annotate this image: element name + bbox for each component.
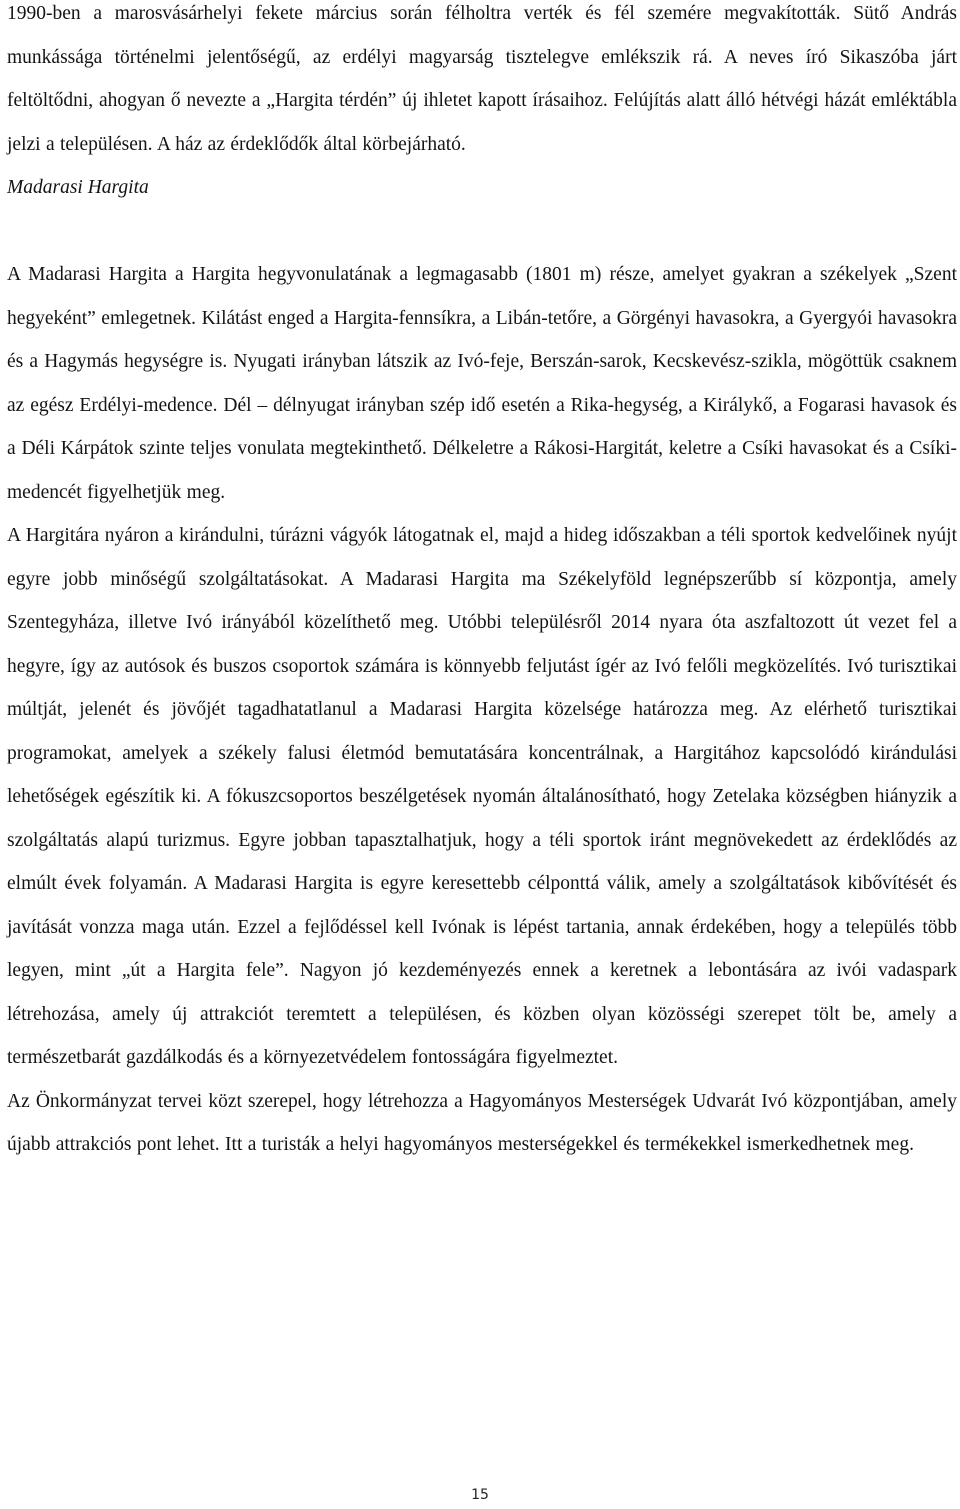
section-paragraph-tourism: A Hargitára nyáron a kirándulni, túrázni vágyók látogatnak el, majd a hideg időszakban a téli sportok kedvelőinek nyújt egyre jobb minőségű szolgáltatásokat. A Madarasi Hargita ma Székelyföld legnépszerűbb sí központja, amely Szentegyháza, illetve Ivó irányából közelíthető meg. Utóbbi településről 2014 nyara óta aszfaltozott út vezet fel a hegyre, így az autósok és buszos csoportok számára is könnyebb feljutást ígér az Ivó felőli megközelítés. Ivó turisztikai múltját, jelenét és jövőjét tagadhatatlanul a Madarasi Hargita közelsége határozza meg. Az elérhető turisztikai programokat, amelyek a székely falusi életmód bemutatására koncentrálnak, a Hargitához kapcsolódó kirándulási lehetőségek egészítik ki. A fókuszcsoportos beszélgetések nyomán általánosítható, hogy Zetelaka községben hiányzik a szolgáltatás alapú turizmus. Egyre jobban tapasztalhatjuk, hogy a téli sportok iránt megnövekedett az érdeklődés az elmúlt évek folyamán. A Madarasi Hargita is egyre keresettebb célponttá válik, amely a szolgáltatások kibővítését és javítását vonzza maga után. Ezzel a fejlődéssel kell Ivónak is lépést tartania, annak érdekében, hogy a település több legyen, mint „út a Hargita fele”. Nagyon jó kezdeményezés ennek a keretnek a lebontására az ivói vadaspark létrehozása, amely új attrakciót teremtett a településen, és közben olyan közösségi szerepet tölt be, amely a természetbarát gazdálkodás és a környezetvédelem fontosságára figyelmeztet. <box>7 525 957 1068</box>
section-heading: Madarasi Hargita <box>7 177 149 198</box>
section-paragraph-plans: Az Önkormányzat tervei közt szerepel, hogy létrehozza a Hagyományos Mesterségek Udvarát Ivó központjában, amely újabb attrakciós pont lehet. Itt a turisták a helyi hagyományos mesterségekkel és termékekkel ismerkedhetnek meg. <box>7 1090 957 1155</box>
page-number: 15 <box>471 1487 489 1503</box>
intro-paragraph: 1990-ben a marosvásárhelyi fekete március során félholtra verték és fél szemére megvakították. Sütő András munkássága történelmi jelentőségű, az erdélyi magyarság tisztelegve emlékszik rá. A neves író Sikaszóba járt feltöltődni, ahogyan ő nevezte a „Hargita térdén” új ihletet kapott írásaihoz. Felújítás alatt álló hétvégi házát emléktábla jelzi a településen. A ház az érdeklődők által körbejárható. <box>7 3 957 155</box>
document-page <box>7 0 957 1167</box>
section-paragraph-location: A Madarasi Hargita a Hargita hegyvonulatának a legmagasabb (1801 m) része, amelyet gyakran a székelyek „Szent hegyeként” emlegetnek. Kilátást enged a Hargita-fennsíkra, a Libán-tetőre, a Görgényi havasokra, a Gyergyói havasokra és a Hagymás hegységre is. Nyugati irányban látszik az Ivó-feje, Berszán-sarok, Kecskevész-szikla, mögöttük csaknem az egész Erdélyi-medence. Dél – délnyugat irányban szép idő esetén a Rika-hegység, a Királykő, a Fogarasi havasok és a Déli Kárpátok szinte teljes vonulata megtekinthető. Délkeletre a Rákosi-Hargitát, keletre a Csíki havasokat és a Csíki-medencét figyelhetjük meg. <box>7 264 957 503</box>
